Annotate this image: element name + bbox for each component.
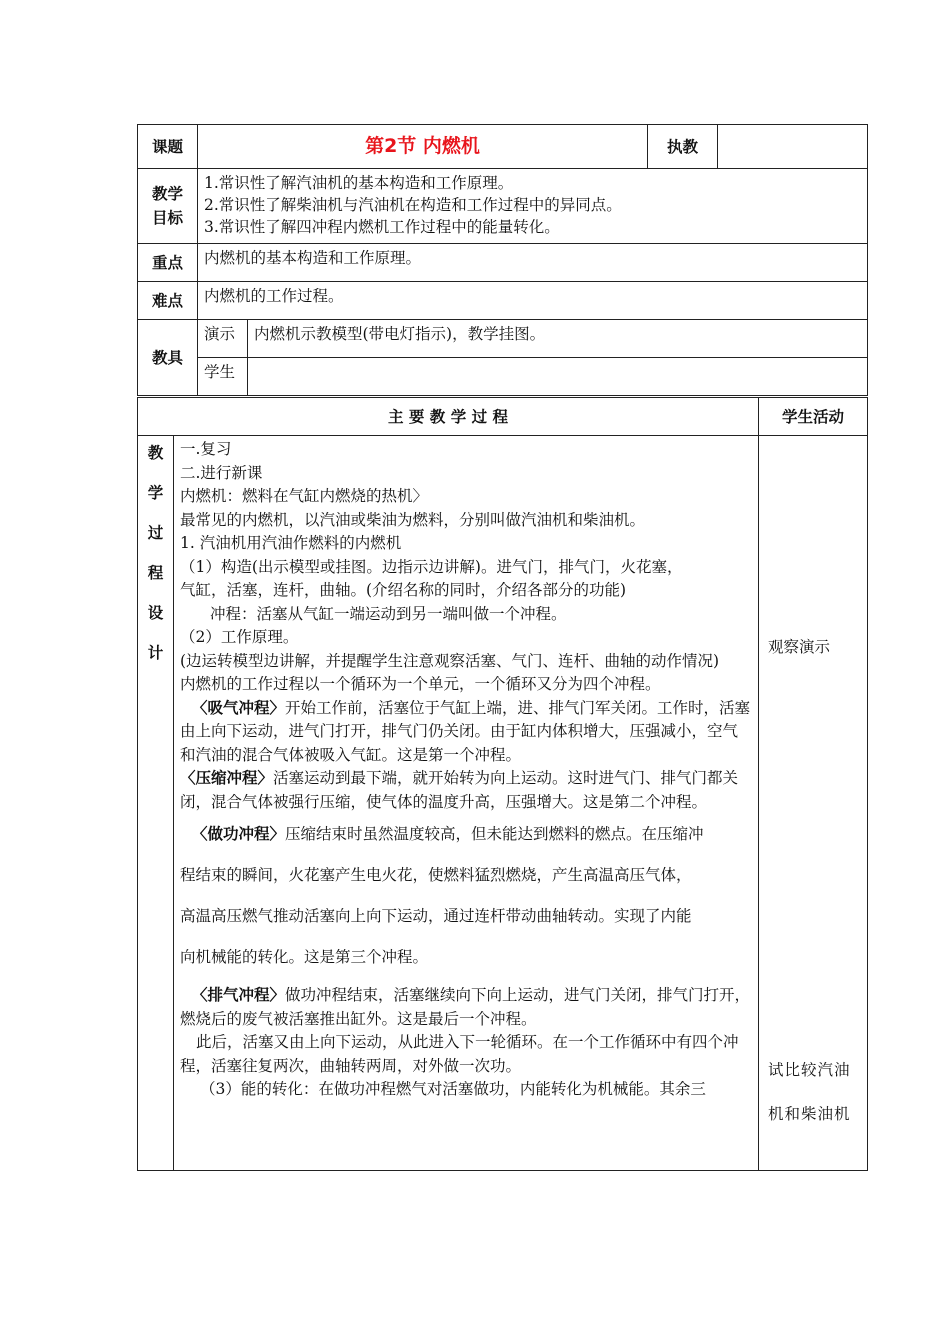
power-line	[180, 814, 752, 855]
process-body	[174, 436, 759, 1171]
power-paragraph	[180, 814, 752, 978]
objective-item: 3.常识性了解四冲程内燃机工作过程中的能量转化。	[204, 218, 560, 236]
body-paragraph: (边运转模型边讲解，并提醒学生注意观察活塞、气门、连杆、曲轴的动作情况)	[180, 651, 720, 670]
lesson-title-cell	[198, 125, 648, 169]
power-line: 程结束的瞬间，火花塞产生电火花，使燃料猛烈燃烧，产生高温高压气体，	[180, 866, 692, 884]
power-keyword: 〈做功冲程〉	[192, 825, 286, 843]
difficulty-text: 内燃机的工作过程。	[198, 282, 868, 320]
lesson-title: 第2节 内燃机	[365, 135, 480, 157]
topic-label: 课题	[138, 125, 198, 169]
intake-paragraph	[180, 697, 752, 768]
exhaust-text: 做功冲程结束，活塞继续向下向上运动，进气门关闭，排气门打开，燃烧后的废气被活塞推出缸外。这是最后一个冲程。	[180, 986, 751, 1028]
body-line: （1）构造(出示模型或挂图。边指示边讲解)。进气门，排气门，火花塞，	[180, 557, 683, 576]
power-line: 向机械能的转化。这是第三个冲程。	[180, 948, 429, 966]
demo-text: 内燃机示教模型(带电灯指示)，教学挂图。	[248, 320, 868, 358]
body-line: 二.进行新课	[180, 463, 263, 482]
difficulty-label: 难点	[138, 282, 198, 320]
key-point-text: 内燃机的基本构造和工作原理。	[198, 244, 868, 282]
activity-header: 学生活动	[759, 398, 868, 436]
body-line: 一.复习	[180, 440, 232, 458]
process-table	[137, 397, 868, 1171]
energy-line: （3）能的转化：在做功冲程燃气对活塞做功，内能转化为机械能。其余三	[200, 1080, 706, 1098]
process-side-label	[138, 436, 174, 1171]
body-line: 内燃机的工作过程以一个循环为一个单元，一个循环又分为四个冲程。	[180, 675, 661, 693]
cycle-paragraph: 此后，活塞又由上向下运动，从此进入下一轮循环。在一个工作循环中有四个冲程，活塞往复两次，曲轴转两周，对外做一次功。	[180, 1033, 739, 1075]
body-line: 气缸，活塞，连杆，曲轴。(介绍名称的同时，介绍各部分的功能)	[180, 581, 627, 599]
activity-compare: 试比较汽油机和柴油机	[768, 1061, 851, 1123]
intake-text: 开始工作前，活塞位于气缸上端，进、排气门军关闭。工作时，活塞由上向下运动，进气门打开，排气门仍关闭。由于缸内体积增大，压强减小，空气和汽油的混合气体被吸入气缸。这是第一个冲程。	[180, 698, 751, 764]
compress-paragraph	[180, 767, 752, 814]
student-label: 学生	[198, 358, 248, 396]
activity-column	[759, 436, 868, 1171]
objectives-label: 教学目标	[138, 169, 198, 244]
side-char: 设	[147, 604, 164, 622]
lesson-header-table	[137, 124, 868, 396]
key-point-label: 重点	[138, 244, 198, 282]
compress-keyword: 〈压缩冲程〉	[180, 769, 274, 787]
student-text	[248, 358, 868, 396]
body-line: 1. 汽油机用汽油作燃料的内燃机	[180, 534, 402, 552]
teacher-label: 执教	[648, 125, 718, 169]
side-char: 程	[147, 564, 164, 582]
intake-keyword: 〈吸气冲程〉	[192, 698, 286, 717]
side-char: 学	[147, 484, 164, 502]
side-char: 过	[147, 524, 164, 542]
side-char: 教	[147, 444, 164, 462]
side-char: 计	[147, 644, 164, 662]
tools-label: 教具	[138, 320, 198, 396]
body-line: 最常见的内燃机，以汽油或柴油为燃料，分别叫做汽油机和柴油机。	[180, 510, 646, 529]
power-line: 高温高压燃气推动活塞向上向下运动，通过连杆带动曲轴转动。实现了内能	[180, 907, 692, 925]
process-header: 主 要 教 学 过 程	[138, 398, 759, 436]
body-line: 冲程：活塞从气缸一端运动到另一端叫做一个冲程。	[210, 604, 567, 623]
demo-label: 演示	[198, 320, 248, 358]
objectives-list	[198, 169, 868, 244]
body-line: （2）工作原理。	[180, 628, 299, 646]
objective-item: 1.常识性了解汽油机的基本构造和工作原理。	[204, 174, 514, 192]
activity-observe: 观察演示	[768, 638, 831, 656]
compress-text: 活塞运动到最下端，就开始转为向上运动。这时进气门、排气门都关闭，混合气体被强行压缩，使气体的温度升高，压强增大。这是第二个冲程。	[180, 769, 739, 811]
body-line: 内燃机：燃料在气缸内燃烧的热机〉	[180, 487, 429, 505]
power-text: 压缩结束时虽然温度较高，但未能达到燃料的燃点。在压缩冲	[285, 825, 704, 843]
exhaust-keyword: 〈排气冲程〉	[192, 986, 286, 1004]
exhaust-paragraph	[180, 984, 752, 1031]
teacher-value	[718, 125, 868, 169]
objective-item: 2.常识性了解柴油机与汽油机在构造和工作过程中的异同点。	[204, 196, 622, 214]
